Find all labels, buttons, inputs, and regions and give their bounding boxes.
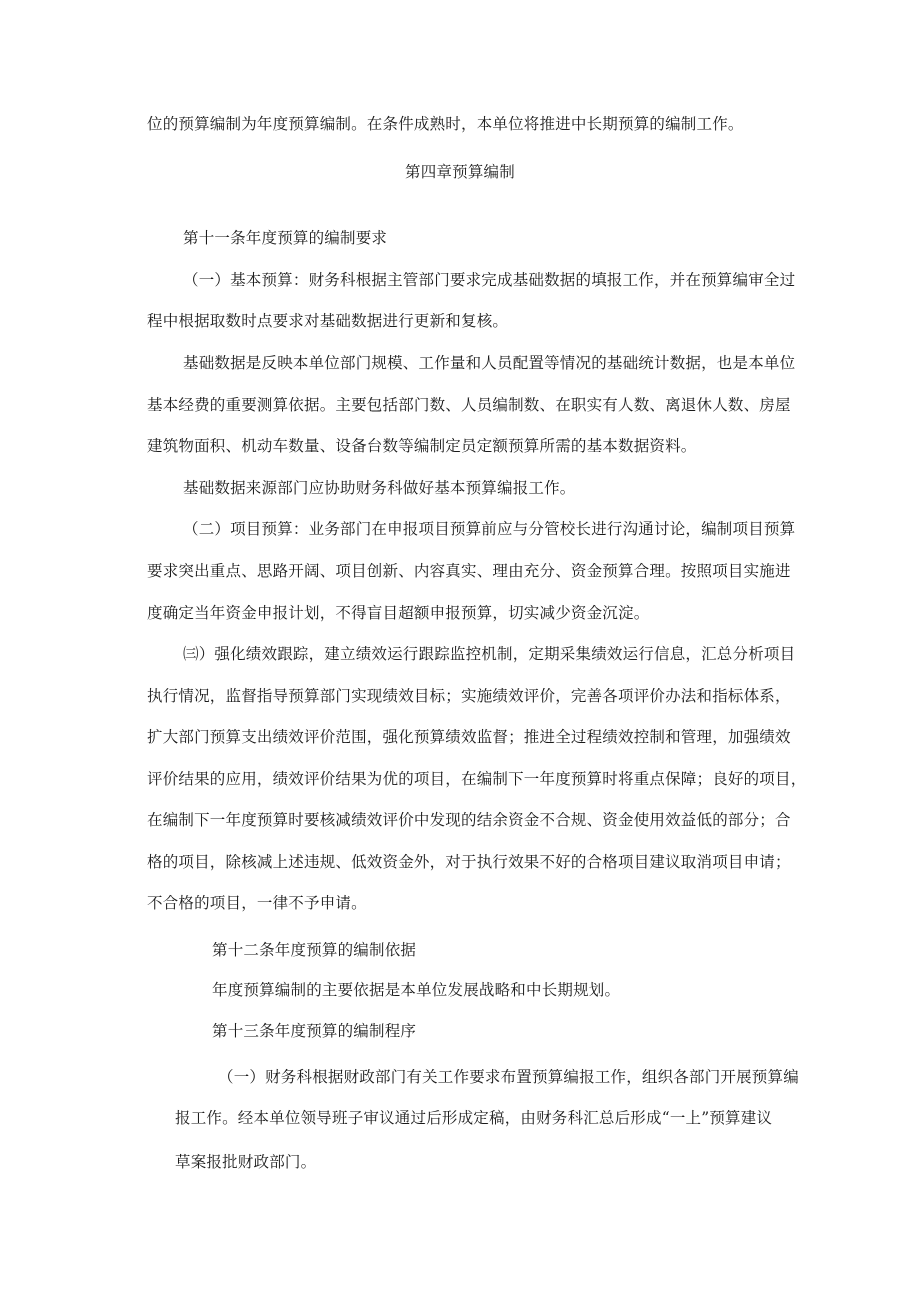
text-line: 要求突出重点、思路开阔、项目创新、内容真实、理由充分、资金预算合理。按照项目实施进	[147, 562, 791, 580]
text-line: （一）基本预算：财务科根据主管部门要求完成基础数据的填报工作，并在预算编审全过	[183, 271, 796, 289]
article-heading: 第十一条年度预算的编制要求	[183, 229, 388, 247]
text-line: 格的项目，除核减上述违规、低效资金外，对于执行效果不好的合格项目建议取消项目申请；	[147, 853, 791, 871]
text-line: （一）财务科根据财政部门有关工作要求布置预算编报工作，组织各部门开展预算编	[218, 1068, 799, 1086]
text-line: （二）项目预算：业务部门在申报项目预算前应与分管校长进行沟通讨论，编制项目预算	[183, 520, 796, 538]
article-heading: 第十二条年度预算的编制依据	[212, 941, 417, 959]
text-line: 位的预算编制为年度预算编制。在条件成熟时，本单位将推进中长期预算的编制工作。	[147, 115, 744, 133]
text-line: ㈢）强化绩效跟踪，建立绩效运行跟踪监控机制，定期采集绩效运行信息，汇总分析项目	[183, 645, 796, 663]
text-line: 扩大部门预算支出绩效评价范围，强化预算绩效监督；推进全过程绩效控制和管理，加强绩效	[147, 728, 791, 746]
text-line: 基本经费的重要测算依据。主要包括部门数、人员编制数、在职实有人数、离退休人数、房屋	[147, 396, 791, 414]
chapter-heading: 第四章预算编制	[405, 163, 515, 181]
text-line: 执行情况，监督指导预算部门实现绩效目标；实施绩效评价，完善各项评价办法和指标体系，	[147, 687, 791, 705]
text-line: 建筑物面积、机动车数量、设备台数等编制定员定额预算所需的基本数据资料。	[147, 437, 697, 455]
text-line: 报工作。经本单位领导班子审议通过后形成定稿，由财务科汇总后形成“一上”预算建议	[175, 1109, 773, 1127]
article-heading: 第十三条年度预算的编制程序	[212, 1022, 417, 1040]
text-line: 基础数据来源部门应协助财务科做好基本预算编报工作。	[183, 479, 576, 497]
text-line: 草案报批财政部门。	[175, 1153, 317, 1171]
text-line: 基础数据是反映本单位部门规模、工作量和人员配置等情况的基础统计数据，也是本单位	[183, 354, 796, 372]
text-line: 年度预算编制的主要依据是本单位发展战略和中长期规划。	[212, 981, 621, 999]
text-line: 度确定当年资金申报计划，不得盲目超额申报预算，切实减少资金沉淀。	[147, 604, 650, 622]
text-line: 在编制下一年度预算时要核减绩效评价中发现的结余资金不合规、资金使用效益低的部分；合	[147, 811, 791, 829]
text-line: 不合格的项目，一律不予申请。	[147, 894, 367, 912]
text-line: 评价结果的应用，绩效评价结果为优的项目，在编制下一年度预算时将重点保障；良好的项目，	[147, 770, 807, 788]
text-line: 程中根据取数时点要求对基础数据进行更新和复核。	[147, 312, 509, 330]
